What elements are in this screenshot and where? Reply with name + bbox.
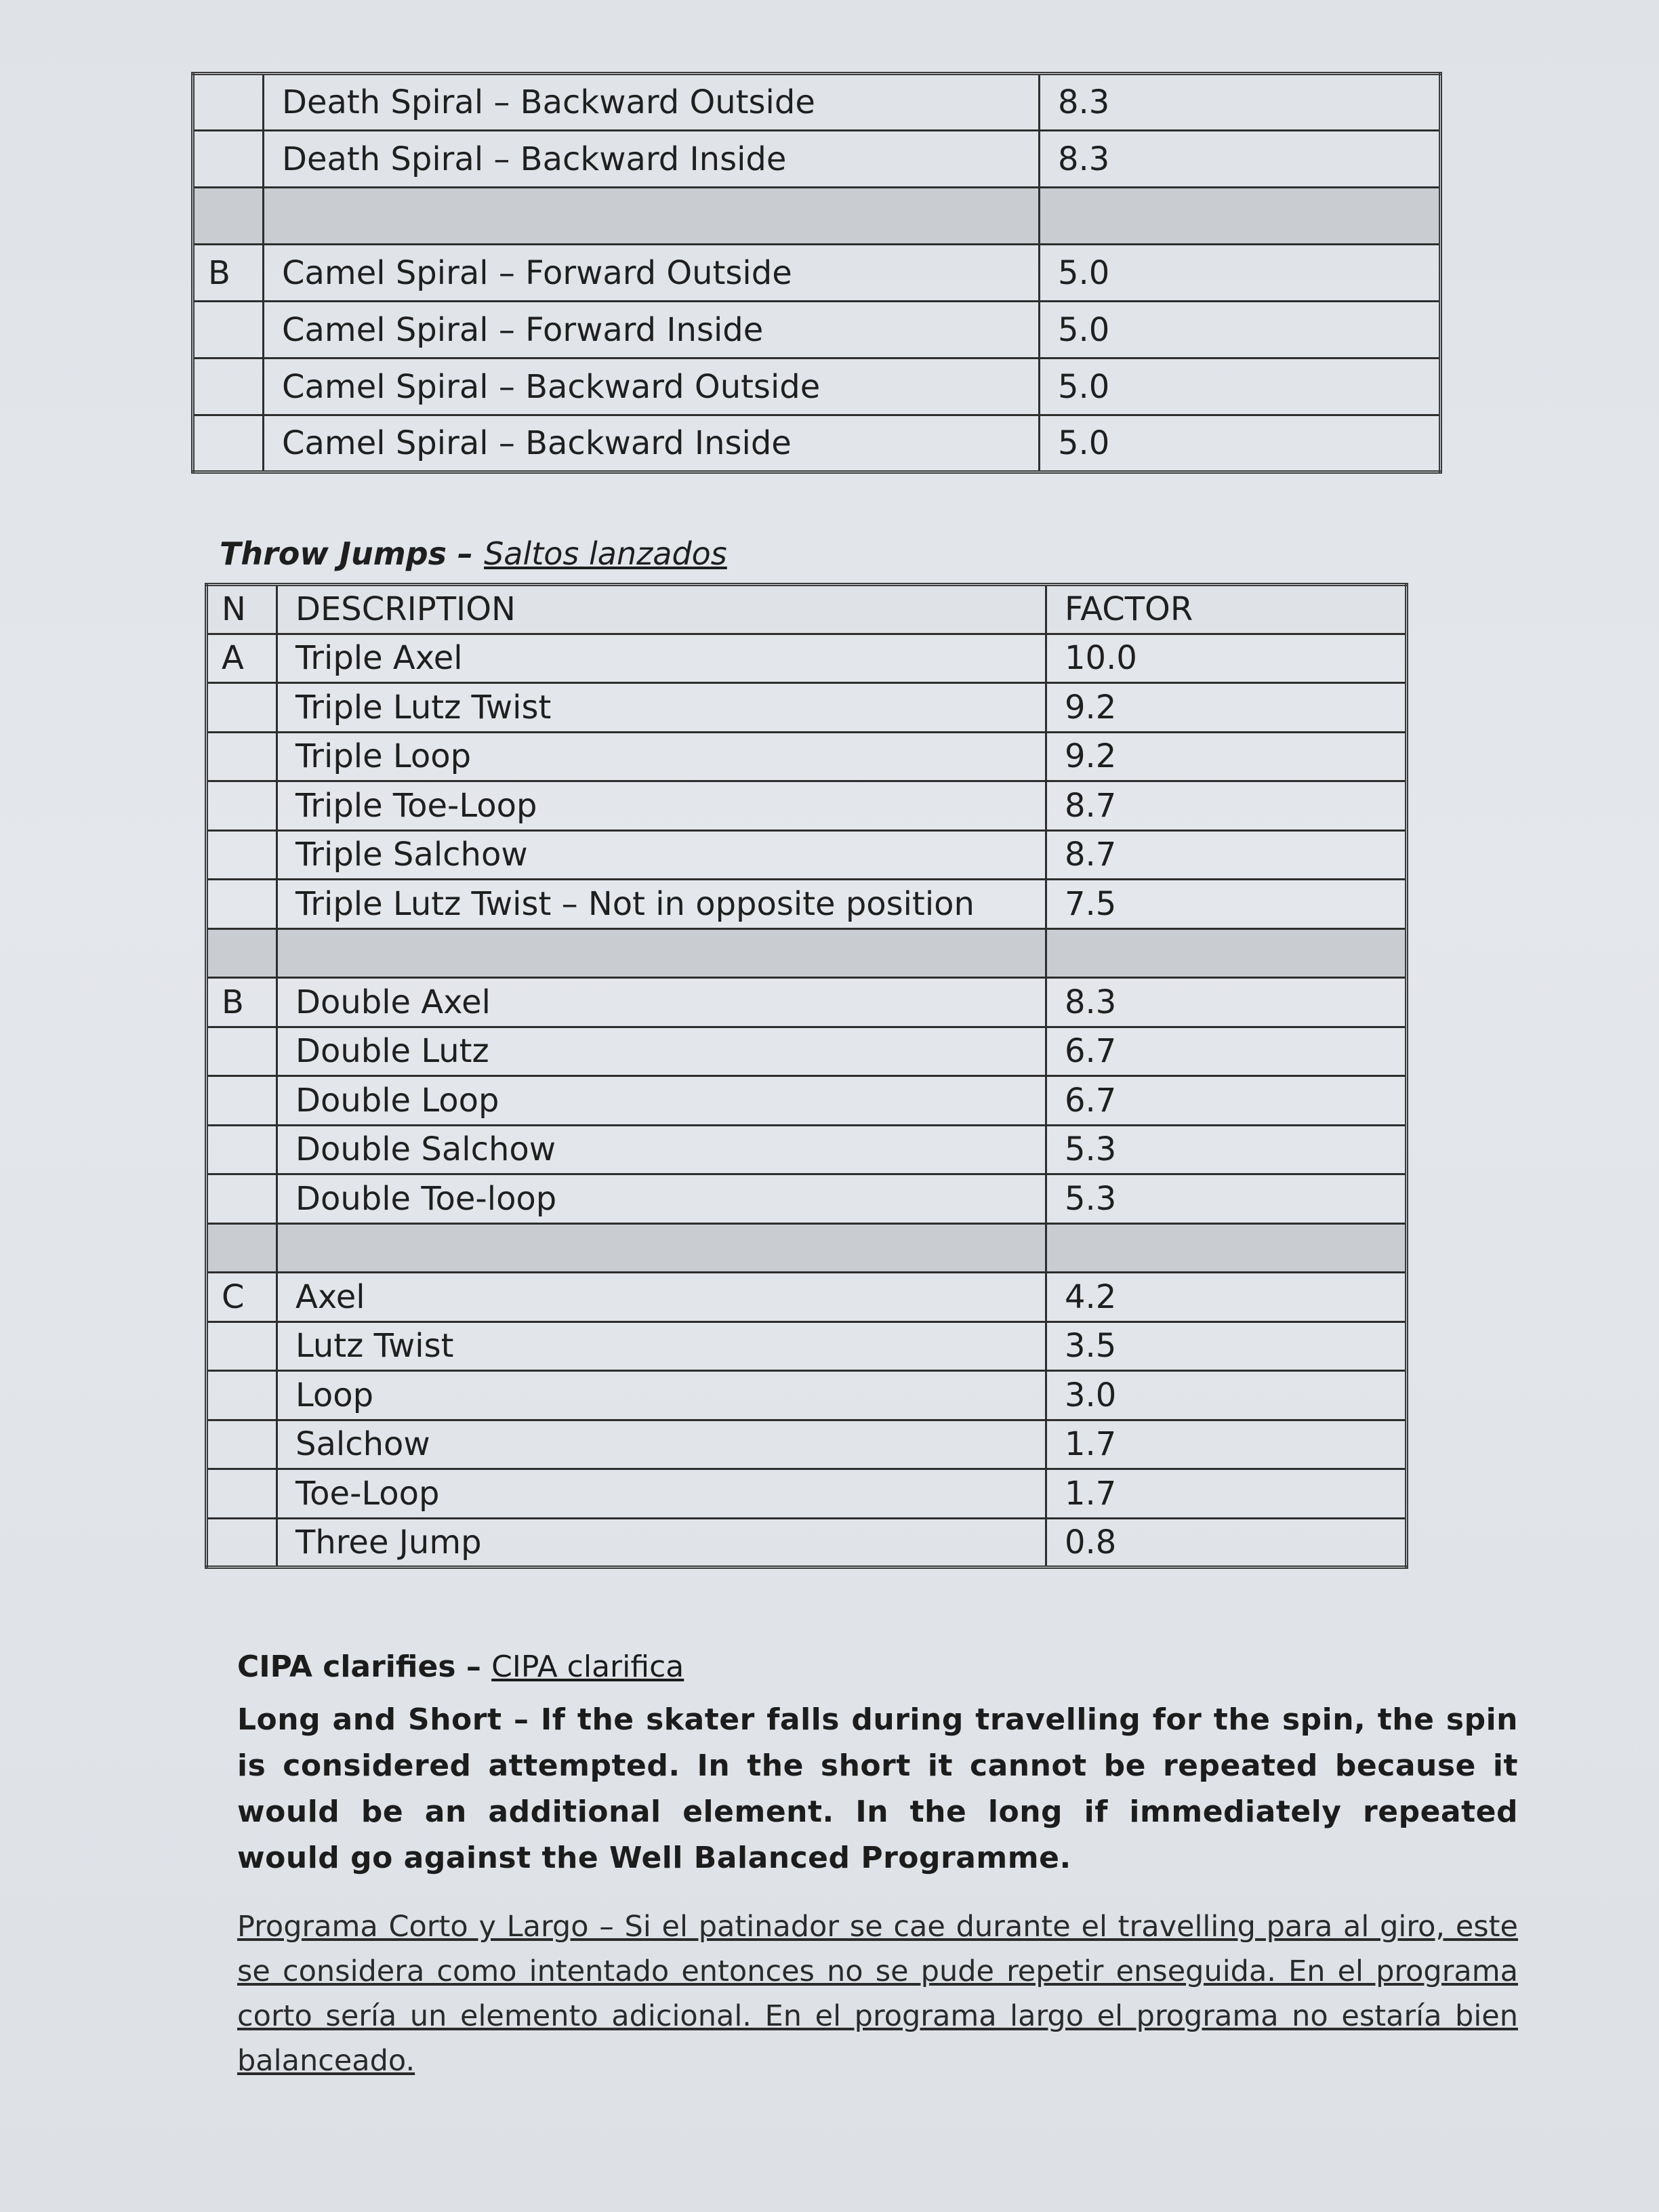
cell-n bbox=[193, 131, 264, 188]
cell-factor: 5.0 bbox=[1040, 359, 1441, 415]
cell-description: Double Salchow bbox=[277, 1125, 1046, 1174]
cell-factor: 5.0 bbox=[1040, 302, 1441, 359]
cell-n bbox=[207, 928, 277, 978]
cell-factor bbox=[1046, 928, 1407, 978]
cell-factor: 5.0 bbox=[1040, 415, 1441, 472]
cell-n bbox=[193, 359, 264, 415]
cell-factor: 3.5 bbox=[1046, 1322, 1407, 1371]
cell-description: Camel Spiral – Forward Inside bbox=[264, 302, 1040, 359]
cell-n: B bbox=[193, 245, 264, 302]
cell-n bbox=[207, 1076, 277, 1126]
cell-description: Triple Axel bbox=[277, 634, 1046, 683]
cell-description: Death Spiral – Backward Outside bbox=[264, 74, 1040, 131]
table-row bbox=[207, 978, 1407, 1027]
table-row bbox=[207, 830, 1407, 880]
cell-n bbox=[207, 1027, 277, 1076]
cell-factor: 1.7 bbox=[1046, 1469, 1407, 1519]
throw-jumps-heading bbox=[220, 535, 727, 572]
cell-n: C bbox=[207, 1273, 277, 1322]
table-separator-row bbox=[207, 1223, 1407, 1273]
table-row bbox=[207, 1125, 1407, 1174]
cell-factor: 5.3 bbox=[1046, 1125, 1407, 1174]
cell-factor: 6.7 bbox=[1046, 1076, 1407, 1126]
cell-factor: 5.0 bbox=[1040, 245, 1441, 302]
cell-n bbox=[207, 1371, 277, 1420]
cell-description: Double Toe-loop bbox=[277, 1174, 1046, 1224]
cell-n bbox=[193, 302, 264, 359]
cell-n bbox=[193, 415, 264, 472]
cell-description: Double Lutz bbox=[277, 1027, 1046, 1076]
cell-n bbox=[207, 830, 277, 880]
cell-description: Lutz Twist bbox=[277, 1322, 1046, 1371]
cell-n bbox=[207, 1174, 277, 1224]
table-separator-row bbox=[193, 188, 1441, 245]
cell-factor: 8.7 bbox=[1046, 830, 1407, 880]
clarification-heading-es: CIPA clarifica bbox=[491, 1650, 684, 1684]
spirals-table bbox=[191, 72, 1442, 474]
cell-factor: 6.7 bbox=[1046, 1027, 1407, 1076]
cell-factor: 7.5 bbox=[1046, 880, 1407, 929]
cell-description bbox=[264, 188, 1040, 245]
cell-n bbox=[207, 880, 277, 929]
table-row bbox=[193, 415, 1441, 472]
table-row bbox=[193, 359, 1441, 415]
cell-factor: 1.7 bbox=[1046, 1420, 1407, 1469]
cell-description: Triple Lutz Twist – Not in opposite position bbox=[277, 880, 1046, 929]
cell-factor: 5.3 bbox=[1046, 1174, 1407, 1224]
table-row bbox=[207, 1322, 1407, 1371]
table-row bbox=[207, 1273, 1407, 1322]
header-n: N bbox=[207, 585, 277, 634]
table-row bbox=[193, 74, 1441, 131]
cell-description: Triple Toe-Loop bbox=[277, 781, 1046, 831]
cell-factor: 10.0 bbox=[1046, 634, 1407, 683]
table-row bbox=[207, 1076, 1407, 1126]
cell-n bbox=[207, 1518, 277, 1568]
cell-factor: 3.0 bbox=[1046, 1371, 1407, 1420]
cell-description: Death Spiral – Backward Inside bbox=[264, 131, 1040, 188]
clarification-heading bbox=[237, 1650, 1518, 1684]
table-row bbox=[207, 1420, 1407, 1469]
cell-n bbox=[207, 1322, 277, 1371]
cell-factor: 9.2 bbox=[1046, 732, 1407, 781]
cell-factor: 8.7 bbox=[1046, 781, 1407, 831]
cell-description: Axel bbox=[277, 1273, 1046, 1322]
throw-jumps-heading-es: Saltos lanzados bbox=[484, 535, 727, 572]
cell-factor: 8.3 bbox=[1040, 74, 1441, 131]
cell-description: Three Jump bbox=[277, 1518, 1046, 1568]
cell-n bbox=[193, 74, 264, 131]
cell-description: Camel Spiral – Forward Outside bbox=[264, 245, 1040, 302]
cell-factor: 8.3 bbox=[1046, 978, 1407, 1027]
throw-jumps-table bbox=[205, 583, 1408, 1569]
cell-description: Triple Lutz Twist bbox=[277, 683, 1046, 733]
clarification-body-en: Long and Short – If the skater falls during travelling for the spin, the spin is considered attempted. In the short it cannot be repeated because it would be an additional element. In the long if immediately repeated would go against the Well Balanced Programme. bbox=[237, 1702, 1518, 1875]
cell-description: Double Loop bbox=[277, 1076, 1046, 1126]
table-row bbox=[193, 302, 1441, 359]
cell-n bbox=[207, 1125, 277, 1174]
table-separator-row bbox=[207, 928, 1407, 978]
cell-description: Triple Loop bbox=[277, 732, 1046, 781]
cell-n bbox=[207, 1420, 277, 1469]
cell-description: Loop bbox=[277, 1371, 1046, 1420]
table-row bbox=[207, 781, 1407, 831]
table-row bbox=[207, 634, 1407, 683]
cell-n: B bbox=[207, 978, 277, 1027]
throw-jumps-table-body bbox=[207, 634, 1407, 1568]
cell-factor bbox=[1046, 1223, 1407, 1273]
table-row bbox=[193, 131, 1441, 188]
table-header-row bbox=[207, 585, 1407, 634]
table-row bbox=[193, 245, 1441, 302]
cell-description: Toe-Loop bbox=[277, 1469, 1046, 1519]
table-row bbox=[207, 1469, 1407, 1519]
throw-jumps-heading-en: Throw Jumps – bbox=[220, 535, 474, 572]
cell-n bbox=[207, 1469, 277, 1519]
cell-description: Double Axel bbox=[277, 978, 1046, 1027]
cell-n bbox=[207, 1223, 277, 1273]
cell-factor: 0.8 bbox=[1046, 1518, 1407, 1568]
table-row bbox=[207, 1518, 1407, 1568]
cell-description bbox=[277, 928, 1046, 978]
header-description: DESCRIPTION bbox=[277, 585, 1046, 634]
table-row bbox=[207, 1027, 1407, 1076]
header-factor: FACTOR bbox=[1046, 585, 1407, 634]
cell-n bbox=[193, 188, 264, 245]
table-row bbox=[207, 683, 1407, 733]
cell-factor: 8.3 bbox=[1040, 131, 1441, 188]
table-row bbox=[207, 1174, 1407, 1224]
table-row bbox=[207, 1371, 1407, 1420]
spirals-table-body bbox=[193, 74, 1441, 472]
cell-description: Salchow bbox=[277, 1420, 1046, 1469]
cell-description: Camel Spiral – Backward Inside bbox=[264, 415, 1040, 472]
table-row bbox=[207, 880, 1407, 929]
cell-n bbox=[207, 781, 277, 831]
cell-factor bbox=[1040, 188, 1441, 245]
cell-factor: 9.2 bbox=[1046, 683, 1407, 733]
cell-factor: 4.2 bbox=[1046, 1273, 1407, 1322]
clarification-body-es: Programa Corto y Largo – Si el patinador se cae durante el travelling para al giro, este se considera como intentado entonces no se pude repetir enseguida. En el programa corto sería un elemento adicional. En el programa largo el programa no estaría bien balanceado. bbox=[237, 1910, 1518, 2078]
cell-description: Camel Spiral – Backward Outside bbox=[264, 359, 1040, 415]
cell-n bbox=[207, 732, 277, 781]
cell-description: Triple Salchow bbox=[277, 830, 1046, 880]
cell-n: A bbox=[207, 634, 277, 683]
cell-description bbox=[277, 1223, 1046, 1273]
clarification-heading-en: CIPA clarifies – bbox=[237, 1650, 481, 1684]
table-row bbox=[207, 732, 1407, 781]
cell-n bbox=[207, 683, 277, 733]
